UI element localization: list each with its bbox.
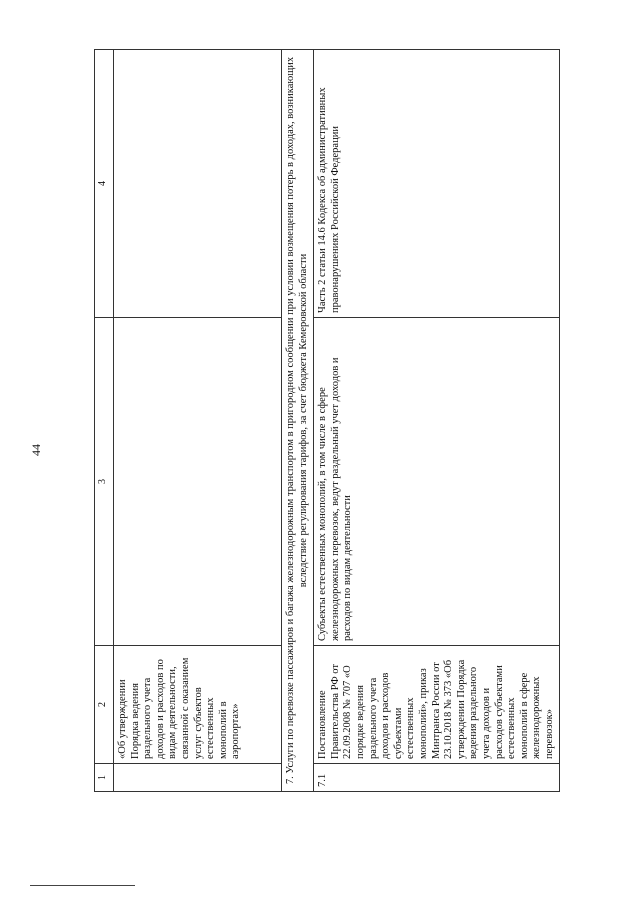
- liability-cell: Часть 2 статьи 14.6 Кодекса об административных правонарушениях Российской Федерации: [314, 50, 560, 318]
- page-number: 44: [29, 444, 43, 456]
- subjects-cell: [114, 318, 282, 646]
- header-col-1: 1: [95, 764, 114, 792]
- header-col-4: 4: [95, 50, 114, 318]
- requirements-table: [94, 49, 560, 792]
- table-row: [314, 50, 560, 792]
- liability-cell: [114, 50, 282, 318]
- header-row: [95, 50, 114, 792]
- section-7-heading: 7. Услуги по перевозке пассажиров и багажа железнодорожным транспортом в пригородном сообщении при условии возмещения потерь в доходах, возникающих вследствие регулирования тарифов, за счет бюджета Кемеровской области: [282, 50, 314, 792]
- header-col-2: 2: [95, 646, 114, 764]
- table-row: [114, 50, 282, 792]
- row-number-cell: [114, 764, 282, 792]
- section-heading-row: [282, 50, 314, 792]
- footnote-separator: [30, 885, 135, 886]
- rotated-table-container: [94, 50, 555, 792]
- normative-act-cell: «Об утверждении Порядка ведения раздельного учета доходов и расходов по видам деятельности, связанной с оказанием услуг субъектов естественных монополий в аэропортах»: [114, 646, 282, 764]
- header-col-3: 3: [95, 318, 114, 646]
- normative-act-cell: Постановление Правительства РФ от 22.09.2008 № 707 «О порядке ведения раздельного учета доходов и расходов субъектами естественных монополий», приказ Минтранса России от 23.10.2018 № 373 «Об утверждении Порядка ведения раздельного учета доходов и расходов субъектами естественных монополий в сфере железнодорожных перевозок»: [314, 646, 560, 764]
- subjects-cell: Субъекты естественных монополий, в том числе в сфере железнодорожных перевозок, ведут раздельный учет доходов и расходов по видам деятельности: [314, 318, 560, 646]
- row-number-cell: 7.1: [314, 764, 560, 792]
